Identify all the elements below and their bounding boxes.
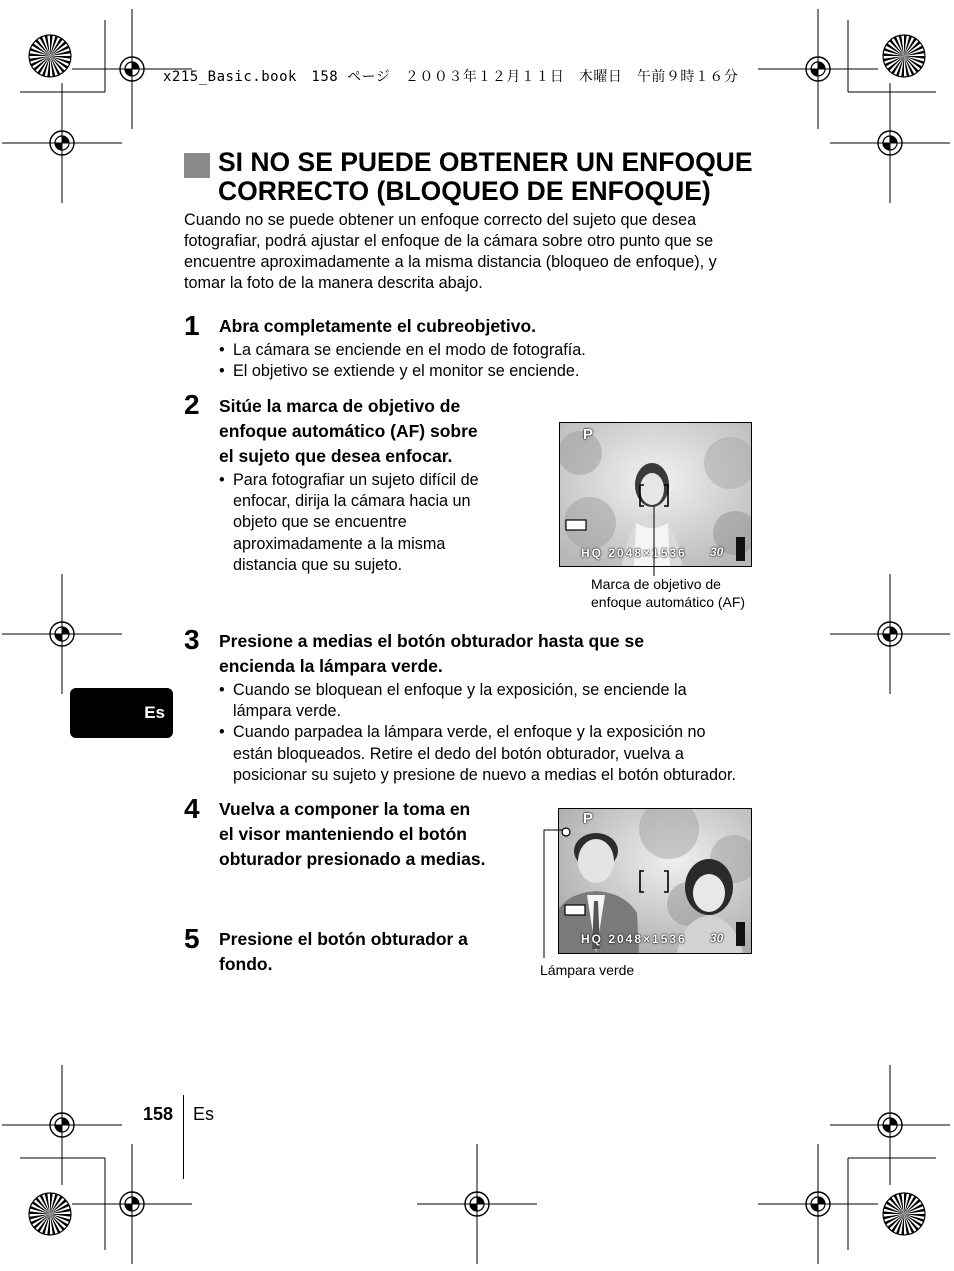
crosshair-mark [417,1144,537,1264]
starburst-mark [883,35,925,77]
step-title [219,394,539,469]
step-bullets [219,340,779,382]
intro-line: encuentre aproximadamente a la misma distancia (bloqueo de enfoque), y [184,253,717,271]
intro-paragraph [184,210,784,294]
crosshair-mark [72,1144,192,1264]
step-title-line: Presione a medias el botón obturador hasta que se [219,631,644,651]
step-title [219,629,779,679]
step-title-line: el sujeto que desea enfocar. [219,446,453,466]
photo-caption: Lámpara verde [540,962,635,978]
crosshair-mark [2,574,122,694]
intro-line: tomar la foto de la manera descrita abajo. [184,274,483,292]
step-number: 4 [184,793,200,824]
step-title-line: enfoque automático (AF) sobre [219,421,478,441]
step-number: 1 [184,310,200,341]
page-language: Es [193,1104,215,1124]
step-title-line: Abra completamente el cubreobjetivo. [219,316,537,336]
remaining-shots: 30 [710,545,724,559]
step-title-line: obturador presionado a medias. [219,849,486,869]
step-number: 3 [184,624,200,655]
intro-line: Cuando no se puede obtener un enfoque correcto del sujeto que desea [184,211,697,229]
step-title [219,927,539,977]
crosshair-mark [2,83,122,203]
section-marker [184,153,210,178]
crosshair-mark [830,83,950,203]
section-title-line: SI NO SE PUEDE OBTENER UN ENFOQUE [218,147,753,177]
crosshair-mark [2,1065,122,1185]
step-title-line: el visor manteniendo el botón [219,824,467,844]
section-title-line: CORRECTO (BLOQUEO DE ENFOQUE) [218,176,711,206]
step-bullets [219,470,539,576]
step-title-line: encienda la lámpara verde. [219,656,443,676]
step-number: 2 [184,389,200,420]
intro-line: fotografiar, podrá ajustar el enfoque de la cámara sobre otro punto que se [184,232,714,250]
step-title [219,797,539,872]
camera-monitor-photo [558,808,752,954]
caption-leader-line [538,824,568,964]
remaining-shots: 30 [710,931,724,945]
footer-divider [183,1095,184,1179]
bullet-item: • El objetivo se extiende y el monitor se enciende. [219,361,779,382]
photo-caption: Marca de objetivo de enfoque automático (AF) [591,576,746,610]
step-title-line: Sitúe la marca de objetivo de [219,396,461,416]
starburst-mark [883,1193,925,1235]
step-title-line: Vuelva a componer la toma en [219,799,471,819]
image-quality-info: HQ 2048×1536 [581,546,687,560]
step-number: 5 [184,923,200,954]
starburst-mark [29,35,71,77]
step-title [219,314,739,339]
step-bullets [219,680,799,786]
caption-leader-line [640,500,670,580]
mode-indicator: P [583,426,594,443]
starburst-mark [29,1193,71,1235]
step-title-line: fondo. [219,954,273,974]
print-header: x215_Basic.book 158 ページ ２００３年１２月１１日 木曜日 午前９時１６分 [163,69,739,85]
bullet-item: • La cámara se enciende en el modo de fotografía. [219,340,779,361]
page-number: 158 [143,1104,174,1124]
bullet-item: • Cuando parpadea la lámpara verde, el enfoque y la exposición no están bloqueados. Retire el dedo del botón obturador, vuelva a posicionar su sujeto y presione de nuevo a medias el botón obturador. [219,722,799,786]
section-title [218,148,838,206]
crosshair-mark [758,1144,878,1264]
language-tab: Es [70,688,173,738]
bullet-item: • Para fotografiar un sujeto difícil de enfocar, dirija la cámara hacia un objeto que se encuentre aproximadamente a la misma distancia que su sujeto. [219,470,539,576]
bullet-item: • Cuando se bloquean el enfoque y la exposición, se enciende la lámpara verde. [219,680,799,722]
mode-indicator: P [583,810,594,827]
crosshair-mark [830,574,950,694]
crosshair-mark [758,9,878,129]
step-title-line: Presione el botón obturador a [219,929,468,949]
image-quality-info: HQ 2048×1536 [581,932,687,946]
